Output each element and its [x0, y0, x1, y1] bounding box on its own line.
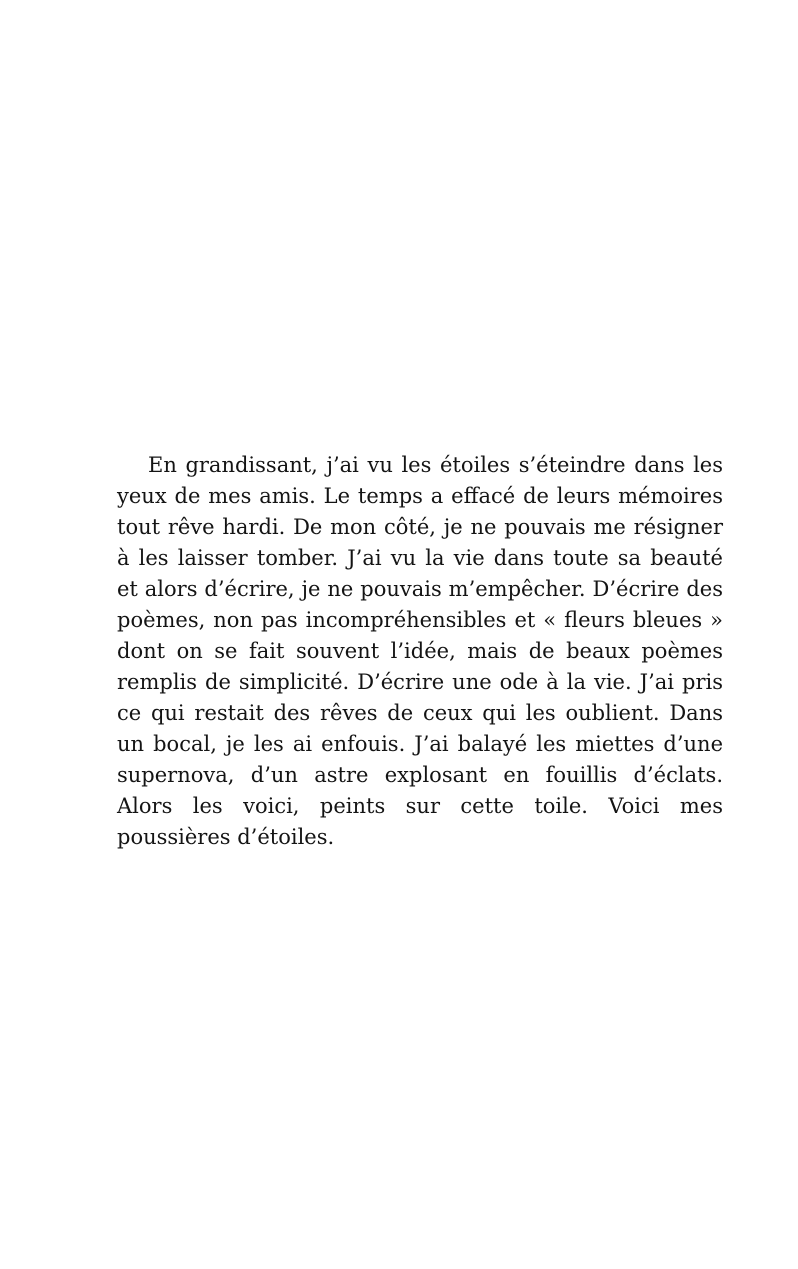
body-paragraph: En grandissant, j’ai vu les étoiles s’éteindre dans les yeux de mes amis. Le temps a effacé de leurs mémoires tout rêve hardi. De mon côté, je ne pouvais me résigner à les laisser tomber. J’ai vu la vie dans toute sa beauté et alors d’écrire, je ne pouvais m’empêcher. D’écrire des poèmes, non pas incompréhensibles et « fleurs bleues » dont on se fait souvent l’idée, mais de beaux poèmes remplis de simplicité. D’écrire une ode à la vie. J’ai pris ce qui restait des rêves de ceux qui les oublient. Dans un bocal, je les ai enfouis. J’ai balayé les miettes d’une supernova, d’un astre explosant en fouillis d’éclats. Alors les voici, peints sur cette toile. Voici mes poussières d’étoiles.: [117, 453, 723, 849]
